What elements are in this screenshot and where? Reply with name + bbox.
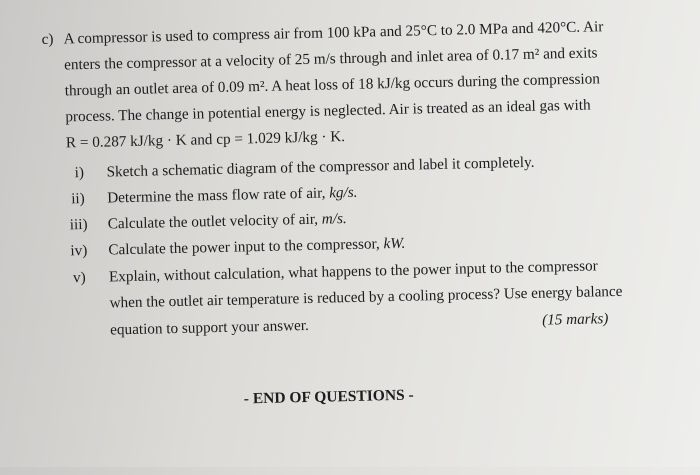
subquestion-text — [108, 235, 405, 260]
marks-label: (15 marks) — [541, 310, 609, 329]
subquestion-unit: kW. — [383, 234, 406, 253]
continuation-line-1: when the outlet air temperature is reduced by a cooling process? Use energy balance — [109, 282, 623, 312]
subquestion-text-main: Determine the mass flow rate of air, — [107, 184, 330, 207]
question-line-4: process. The change in potential energy is neglected. Air is treated as an ideal gas with — [65, 96, 591, 126]
question-line-2: enters the compressor at a velocity of 25 m/s through and inlet area of 0.17 m² and exits — [63, 44, 598, 74]
end-of-questions: - END OF QUESTIONS - — [243, 386, 414, 408]
question-line-3: through an outlet area of 0.09 m². A heat loss of 18 kJ/kg occurs during the compression — [64, 70, 601, 100]
subquestion-unit: m/s. — [321, 210, 347, 228]
subquestion-text: Explain, without calculation, what happens to the power input to the compressor — [108, 257, 598, 286]
subquestion-unit: kg/s. — [329, 183, 358, 202]
question-line-1: A compressor is used to compress air from 100 kPa and 25°C to 2.0 MPa and 420°C. Air — [63, 18, 604, 48]
subquestion-text — [108, 210, 347, 233]
subquestion-number: v) — [72, 269, 86, 287]
subquestion-text: Sketch a schematic diagram of the compressor and label it completely. — [106, 153, 535, 181]
question-label: c) — [41, 30, 54, 48]
subquestion-text — [107, 184, 358, 208]
subquestion-number: ii) — [71, 190, 85, 208]
subquestion-text-main: Calculate the outlet velocity of air, — [107, 210, 323, 233]
question-line-5: R = 0.287 kJ/kg · K and cp = 1.029 kJ/kg · K. — [65, 128, 346, 152]
subquestion-number: iv) — [70, 241, 88, 260]
subquestion-number: i) — [74, 164, 85, 182]
subquestion-number: iii) — [69, 215, 88, 234]
continuation-line-2: equation to support your answer. — [110, 316, 310, 339]
subquestion-text-main: Calculate the power input to the compressor, — [108, 235, 384, 259]
